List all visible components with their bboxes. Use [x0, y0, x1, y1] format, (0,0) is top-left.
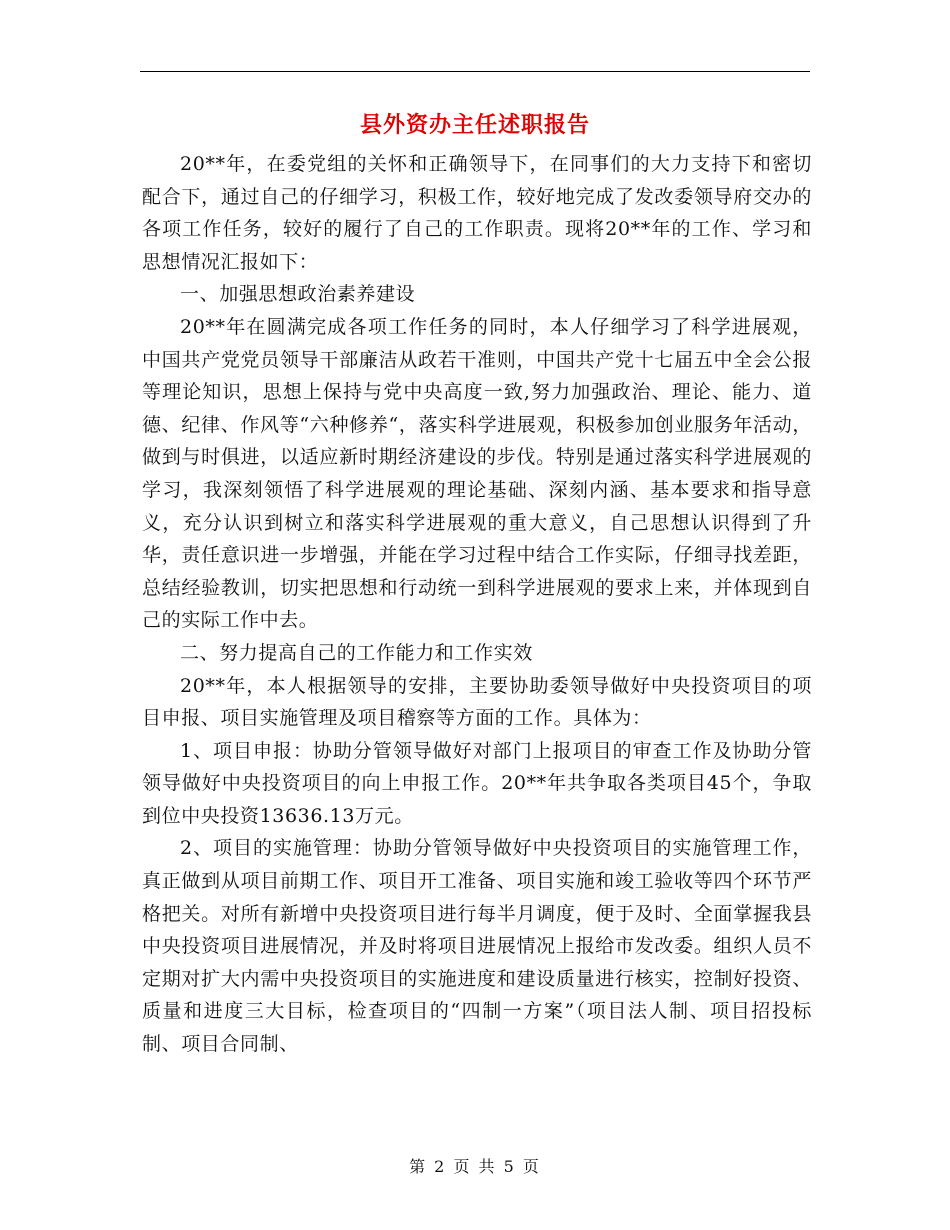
page-footer — [140, 1154, 810, 1177]
document-body — [142, 148, 812, 1061]
body-paragraph: 20**年在圆满完成各项工作任务的同时，本人仔细学习了科学进展观，中国共产党党员领导干部廉洁从政若干准则，中国共产党十七届五中全会公报等理论知识，思想上保持与党中央高度一致,努力加强政治、理论、能力、道德、纪律、作风等“六种修养“，落实科学进展观，积极参加创业服务年活动，做到与时俱进，以适应新时期经济建设的步伐。特别是通过落实科学进展观的学习，我深刻领悟了科学进展观的理论基础、深刻内涵、基本要求和指导意义，充分认识到树立和落实科学进展观的重大意义，自己思想认识得到了升华，责任意识进一步增强，并能在学习过程中结合工作实际，仔细寻找差距，总结经验教训，切实把思想和行动统一到科学进展观的要求上来，并体现到自己的实际工作中去。 — [142, 315, 812, 632]
document-title: 县外资办主任述职报告 — [359, 112, 590, 138]
header-rule — [140, 71, 810, 72]
page-number: 第 2 页 共 5 页 — [409, 1157, 541, 1176]
section-heading: 二、努力提高自己的工作能力和工作实效 — [180, 641, 533, 664]
body-paragraph: 2、项目的实施管理：协助分管领导做好中央投资项目的实施管理工作，真正做到从项目前期工作、项目开工准备、项目实施和竣工验收等四个环节严格把关。对所有新增中央投资项目进行每半月调度，便于及时、全面掌握我县中央投资项目进展情况，并及时将项目进展情况上报给市发改委。组织人员不定期对扩大内需中央投资项目的实施进度和建设质量进行核实，控制好投资、质量和进度三大目标，检查项目的“四制一方案”（项目法人制、项目招投标制、项目合同制、 — [142, 837, 812, 1056]
section-heading: 一、加强思想政治素养建设 — [180, 283, 416, 306]
body-paragraph: 20**年，在委党组的关怀和正确领导下，在同事们的大力支持下和密切配合下，通过自己的仔细学习，积极工作，较好地完成了发改委领导府交办的各项工作任务，较好的履行了自己的工作职责。现将20**年的工作、学习和思想情况汇报如下： — [142, 153, 812, 273]
body-paragraph: 20**年，本人根据领导的安排，主要协助委领导做好中央投资项目的项目申报、项目实施管理及项目稽察等方面的工作。具体为： — [142, 674, 812, 730]
body-paragraph: 1、项目申报：协助分管领导做好对部门上报项目的审查工作及协助分管领导做好中央投资项目的向上申报工作。20**年共争取各类项目45个，争取到位中央投资13636.13万元。 — [142, 739, 812, 827]
